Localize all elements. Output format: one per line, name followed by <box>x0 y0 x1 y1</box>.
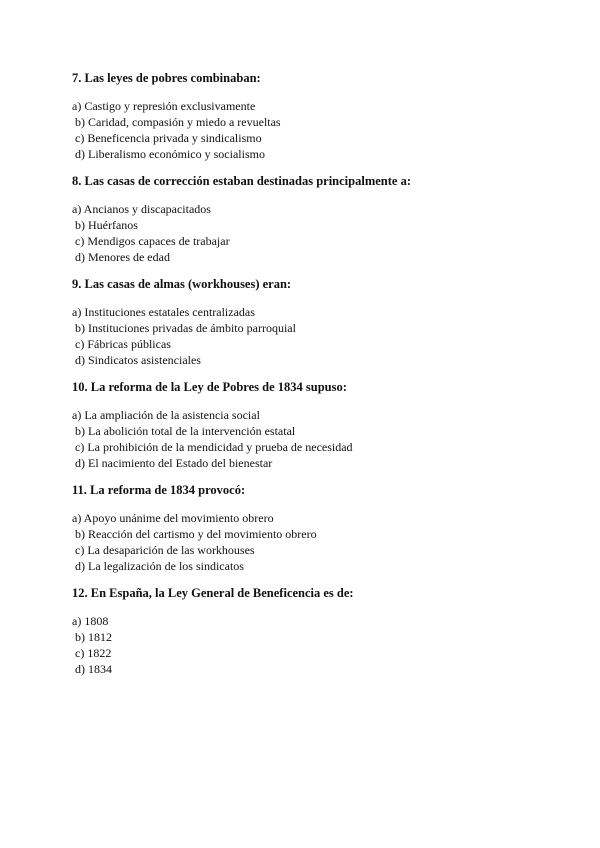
option-d: d) Liberalismo económico y socialismo <box>75 147 265 161</box>
question-title: 10. La reforma de la Ley de Pobres de 1834 supuso: <box>72 380 347 394</box>
option-a: a) La ampliación de la asistencia social <box>72 408 260 422</box>
question-title: 7. Las leyes de pobres combinaban: <box>72 71 261 85</box>
option-d: d) La legalización de los sindicatos <box>75 559 244 573</box>
question-11 <box>72 482 542 574</box>
question-10 <box>72 379 542 471</box>
option-c: c) La desaparición de las workhouses <box>75 543 255 557</box>
option-a: a) Instituciones estatales centralizadas <box>72 305 255 319</box>
option-b: b) Instituciones privadas de ámbito parroquial <box>75 321 296 335</box>
question-title: 11. La reforma de 1834 provocó: <box>72 483 246 497</box>
option-a: a) Castigo y represión exclusivamente <box>72 99 256 113</box>
question-list <box>72 70 542 688</box>
option-c: c) Mendigos capaces de trabajar <box>75 234 230 248</box>
question-title: 9. Las casas de almas (workhouses) eran: <box>72 277 292 291</box>
option-c: c) 1822 <box>75 646 112 660</box>
option-b: b) Reacción del cartismo y del movimiento obrero <box>75 527 317 541</box>
option-a: a) Apoyo unánime del movimiento obrero <box>72 511 274 525</box>
option-b: b) Caridad, compasión y miedo a revueltas <box>75 115 281 129</box>
option-b: b) Huérfanos <box>75 218 138 232</box>
option-a: a) Ancianos y discapacitados <box>72 202 211 216</box>
option-c: c) La prohibición de la mendicidad y prueba de necesidad <box>75 440 353 454</box>
question-title: 12. En España, la Ley General de Beneficencia es de: <box>72 586 354 600</box>
option-b: b) La abolición total de la intervención estatal <box>75 424 296 438</box>
option-c: c) Beneficencia privada y sindicalismo <box>75 131 262 145</box>
question-title: 8. Las casas de corrección estaban destinadas principalmente a: <box>72 174 411 188</box>
question-8 <box>72 173 542 265</box>
question-9 <box>72 276 542 368</box>
question-7 <box>72 70 542 162</box>
question-12 <box>72 585 542 677</box>
option-d: d) Menores de edad <box>75 250 170 264</box>
option-b: b) 1812 <box>75 630 112 644</box>
option-a: a) 1808 <box>72 614 109 628</box>
option-d: d) Sindicatos asistenciales <box>75 353 201 367</box>
option-d: d) 1834 <box>75 662 112 676</box>
option-d: d) El nacimiento del Estado del bienestar <box>75 456 273 470</box>
option-c: c) Fábricas públicas <box>75 337 171 351</box>
